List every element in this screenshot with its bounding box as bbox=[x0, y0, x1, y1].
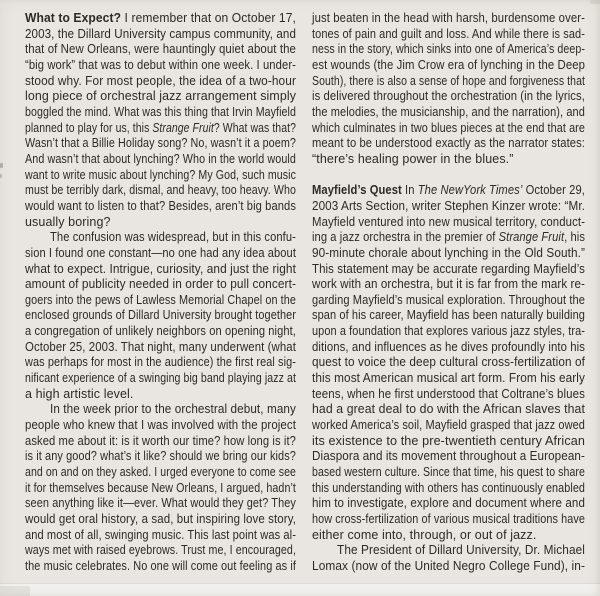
line-text bbox=[312, 215, 585, 231]
text-run: quest to voice the deep cultural cross-fertilization of bbox=[312, 355, 585, 370]
line-text bbox=[312, 230, 585, 246]
text-run: worked America’s soil, Mayfield grasped that jazz owed bbox=[312, 418, 585, 433]
text-run: October 29, bbox=[522, 183, 585, 198]
text-run: goers into the pews of Lawless Memorial Chapel on the bbox=[25, 292, 296, 307]
text-line bbox=[25, 496, 296, 512]
line-text bbox=[312, 58, 585, 74]
line-text bbox=[25, 481, 296, 497]
text-line bbox=[25, 324, 296, 340]
scan-artifact bbox=[0, 586, 30, 596]
line-text bbox=[25, 105, 296, 121]
text-line bbox=[312, 418, 585, 434]
text-run: work with an orchestra, but it is far from the mark re- bbox=[312, 277, 585, 292]
text-line bbox=[312, 136, 585, 152]
text-line bbox=[312, 89, 585, 105]
text-run: ways met with raised eyebrows. Trust me, I encouraged, bbox=[25, 543, 296, 558]
text-run: Diaspora and its movement throughout a European- bbox=[312, 449, 585, 464]
text-run: him to investigate, explore and document where and bbox=[312, 496, 585, 511]
text-run: just beaten in the head with harsh, burdensome over- bbox=[312, 11, 585, 25]
text-run: and on and on they asked. I urged everyone to come see bbox=[25, 465, 296, 480]
text-run: meant to be understood exactly as the narrator states: bbox=[312, 136, 585, 151]
line-text bbox=[312, 481, 585, 497]
text-run: Mayfield ventured into new musical territory, conduct- bbox=[312, 214, 585, 229]
text-line bbox=[25, 58, 296, 74]
line-text bbox=[25, 371, 296, 387]
line-text bbox=[312, 528, 536, 544]
text-line bbox=[25, 528, 296, 544]
text-run: based western culture. Since that time, his quest to share bbox=[312, 465, 585, 480]
text-line bbox=[25, 418, 296, 434]
text-run: and most of all, swinging music. This last point was al- bbox=[25, 527, 296, 542]
text-run: must be terribly dark, dismal, and heavy, too heavy. Who bbox=[25, 183, 296, 198]
text-line bbox=[25, 27, 296, 43]
blank-line bbox=[312, 168, 585, 184]
line-text bbox=[25, 11, 296, 27]
text-run: people who knew that I was involved with the project bbox=[25, 418, 296, 433]
text-run: 90-minute chorale about lynching in the Old South.” bbox=[312, 245, 585, 260]
line-text bbox=[25, 387, 134, 403]
text-run: teens, when he first understood that Coltrane’s blues bbox=[312, 386, 585, 401]
text-line bbox=[312, 465, 585, 481]
text-line bbox=[25, 11, 296, 27]
line-text bbox=[25, 543, 296, 559]
line-text bbox=[312, 74, 585, 90]
text-run: The confusion was widespread, but in this confu- bbox=[50, 230, 296, 245]
text-run: sion I found one constant—no one had any idea about bbox=[25, 245, 296, 260]
text-line bbox=[25, 434, 296, 450]
text-run: a congregation of unlikely neighbors on opening night, bbox=[25, 324, 296, 339]
line-text bbox=[312, 89, 585, 105]
text-line bbox=[312, 371, 585, 387]
text-run: this understanding with others has continuously enabled bbox=[312, 480, 585, 495]
text-line bbox=[312, 152, 585, 168]
text-run: ditions, and influences as he dives profoundly into his bbox=[312, 339, 585, 354]
line-text bbox=[312, 559, 585, 575]
text-line bbox=[25, 152, 296, 168]
line-text bbox=[25, 496, 296, 512]
line-text bbox=[312, 324, 585, 340]
line-text bbox=[312, 465, 585, 481]
line-text bbox=[25, 355, 296, 371]
text-run: its existence to the pre-twentieth century African bbox=[312, 433, 585, 448]
text-run: , his bbox=[564, 230, 585, 245]
line-text bbox=[25, 136, 296, 152]
line-text bbox=[25, 277, 296, 293]
text-line bbox=[312, 262, 585, 278]
text-line bbox=[312, 246, 585, 262]
line-text bbox=[312, 355, 585, 371]
text-run: long piece of orchestral jazz arrangement simply bbox=[25, 89, 296, 104]
scan-speck bbox=[0, 163, 3, 168]
left-column bbox=[25, 11, 296, 575]
scan-speck bbox=[0, 174, 2, 178]
line-text bbox=[312, 293, 585, 309]
text-run: The President of Dillard University, Dr. Michael bbox=[337, 543, 585, 558]
text-line bbox=[312, 277, 585, 293]
text-run: span of his career, Mayfield has been naturally building bbox=[312, 308, 585, 323]
text-line bbox=[25, 402, 296, 418]
line-text bbox=[25, 293, 296, 309]
line-text bbox=[312, 11, 585, 27]
line-text bbox=[312, 308, 585, 324]
line-text bbox=[312, 496, 585, 512]
text-run: which culminates in two blues pieces at the end that are bbox=[312, 120, 585, 135]
text-line bbox=[312, 559, 585, 575]
right-column bbox=[312, 11, 585, 575]
line-text bbox=[312, 199, 585, 215]
text-line bbox=[312, 434, 585, 450]
text-line bbox=[25, 42, 296, 58]
text-line bbox=[25, 168, 296, 184]
text-run: “big work” that was to debut within one week. I under- bbox=[25, 57, 296, 72]
line-text bbox=[312, 42, 585, 58]
text-run: either come into, through, or out of jazz. bbox=[312, 527, 537, 542]
text-line bbox=[25, 340, 296, 356]
line-text bbox=[337, 543, 585, 559]
text-run: usually boring? bbox=[25, 214, 111, 229]
text-run: was perhaps for most in the audience) the first real sig- bbox=[25, 355, 296, 370]
line-text bbox=[50, 402, 296, 418]
text-run: would get oral history, a sad, but inspiring love story, bbox=[25, 512, 296, 526]
line-text bbox=[25, 74, 296, 90]
italic-run: Strange Fruit bbox=[152, 120, 214, 135]
text-run: nificant experience of a swinging big band playing jazz at bbox=[25, 371, 296, 386]
text-run: want to write music about lynching? My God, such music bbox=[25, 167, 296, 182]
text-run: a high artistic level. bbox=[25, 386, 134, 401]
text-line bbox=[312, 183, 585, 199]
page-bottom-edge bbox=[0, 583, 600, 596]
italic-run: The NewYork Times’ bbox=[417, 183, 523, 198]
text-line bbox=[25, 246, 296, 262]
line-text bbox=[25, 308, 296, 324]
line-text bbox=[312, 136, 585, 152]
text-run: 2003 Arts Section, writer Stephen Kinzer wrote: “Mr. bbox=[312, 198, 585, 213]
text-line bbox=[25, 230, 296, 246]
scan-artifact bbox=[590, 0, 600, 4]
line-text bbox=[25, 512, 296, 528]
line-text bbox=[25, 528, 296, 544]
text-run: the melodies, the musicianship, and the narration), and bbox=[312, 104, 585, 119]
text-line bbox=[312, 105, 585, 121]
text-run: stood why. For most people, the idea of a two-hour bbox=[25, 73, 296, 88]
line-text bbox=[312, 434, 585, 450]
bold-run: Mayfield’s Quest bbox=[312, 183, 402, 198]
text-line bbox=[25, 481, 296, 497]
italic-run: Strange Fruit bbox=[498, 230, 565, 245]
text-line bbox=[25, 465, 296, 481]
text-line bbox=[25, 277, 296, 293]
line-text bbox=[312, 387, 585, 403]
text-line bbox=[312, 449, 585, 465]
text-run: This statement may be accurate regarding Mayfield’s bbox=[312, 261, 585, 276]
text-line bbox=[25, 136, 296, 152]
text-line bbox=[25, 355, 296, 371]
text-line bbox=[25, 215, 296, 231]
line-text bbox=[25, 27, 296, 43]
text-line bbox=[312, 324, 585, 340]
text-run: South), there is also a sense of hope and forgiveness that bbox=[312, 73, 585, 88]
line-text bbox=[25, 183, 296, 199]
text-line bbox=[312, 11, 585, 27]
line-text bbox=[25, 559, 296, 575]
text-run: planned to play for us, this bbox=[25, 120, 153, 135]
line-text bbox=[25, 262, 296, 278]
line-text bbox=[312, 277, 585, 293]
text-line bbox=[25, 543, 296, 559]
text-run: is it any good? what’s it like? should we bring our kids? bbox=[25, 449, 296, 464]
text-line bbox=[25, 559, 296, 575]
line-text bbox=[312, 340, 585, 356]
text-run: tones of pain and guilt and loss. And while there is sad- bbox=[312, 26, 585, 41]
text-line bbox=[312, 308, 585, 324]
text-line bbox=[25, 387, 296, 403]
line-text bbox=[25, 168, 296, 184]
text-line bbox=[312, 42, 585, 58]
text-run: enclosed grounds of Dillard University brought together bbox=[25, 308, 296, 323]
text-line bbox=[312, 58, 585, 74]
text-run: this most American musical art form. From his early bbox=[312, 371, 585, 386]
line-text bbox=[312, 105, 585, 121]
line-text bbox=[312, 449, 585, 465]
line-text bbox=[25, 42, 296, 58]
text-line bbox=[25, 293, 296, 309]
text-line bbox=[312, 512, 585, 528]
text-run: is delivered throughout the orchestration (in the lyrics, bbox=[312, 89, 585, 104]
line-text bbox=[312, 512, 585, 528]
line-text bbox=[312, 121, 585, 137]
text-run: In bbox=[401, 183, 418, 198]
text-line bbox=[312, 230, 585, 246]
text-line bbox=[312, 74, 585, 90]
text-line bbox=[25, 183, 296, 199]
text-run: “there’s healing power in the blues.” bbox=[312, 151, 514, 166]
line-text bbox=[312, 371, 585, 387]
line-text bbox=[312, 152, 514, 168]
text-run: boggled the mind. What was this thing that Irvin Mayfield bbox=[25, 104, 296, 119]
text-run: upon a foundation that explores various jazz styles, tra- bbox=[312, 324, 585, 339]
text-line bbox=[25, 308, 296, 324]
line-text bbox=[25, 465, 296, 481]
text-run: ing a jazz orchestra in the premier of bbox=[312, 230, 499, 245]
text-line bbox=[25, 449, 296, 465]
text-line bbox=[312, 121, 585, 137]
text-line bbox=[312, 543, 585, 559]
line-text bbox=[312, 262, 585, 278]
text-line bbox=[25, 371, 296, 387]
text-run: would want to listen to that? Besides, aren’t big bands bbox=[25, 198, 296, 213]
text-run: seen anything like it—ever. What would they get? They bbox=[25, 496, 296, 511]
line-text bbox=[25, 434, 296, 450]
text-line bbox=[312, 355, 585, 371]
line-text bbox=[25, 449, 296, 465]
line-text bbox=[25, 246, 296, 262]
text-run: garding Mayfield’s musical exploration. Throughout the bbox=[312, 292, 585, 307]
text-line bbox=[25, 89, 296, 105]
line-text bbox=[25, 340, 296, 356]
text-run: Wasn’t that a Billie Holiday song? No, wasn’t it a poem? bbox=[25, 136, 296, 151]
text-run: asked me about it: is it worth our time? how long is it? bbox=[25, 433, 296, 448]
text-run: that of New Orleans, were hauntingly quiet about the bbox=[25, 42, 296, 57]
line-text bbox=[25, 199, 296, 215]
text-line bbox=[312, 528, 585, 544]
text-run: ? What was that? bbox=[213, 120, 296, 135]
text-line bbox=[312, 340, 585, 356]
text-run: ness in the story, which sinks into one of America’s deep- bbox=[312, 42, 585, 57]
text-run: In the week prior to the orchestral debut, many bbox=[50, 402, 296, 417]
text-run: the music celebrates. No one will come out feeling as if bbox=[25, 558, 296, 573]
text-run: October 25, 2003. That night, many underwent (what bbox=[25, 339, 296, 354]
text-run: I remember that on October 17, bbox=[121, 11, 296, 25]
text-run: est wounds (the Jim Crow era of lynching in the Deep bbox=[312, 57, 585, 72]
text-line bbox=[312, 402, 585, 418]
line-text bbox=[50, 230, 296, 246]
line-text bbox=[25, 215, 111, 231]
text-line bbox=[312, 387, 585, 403]
text-run: it for themselves because New Orleans, I argued, hadn’t bbox=[25, 480, 296, 495]
line-text bbox=[312, 418, 585, 434]
line-text bbox=[312, 246, 585, 262]
line-text bbox=[25, 324, 296, 340]
text-line bbox=[25, 512, 296, 528]
text-run: And wasn’t that about lynching? Who in the world would bbox=[25, 151, 296, 166]
line-text bbox=[25, 152, 296, 168]
text-run: amount of publicity needed in order to pull concert- bbox=[25, 277, 296, 292]
line-text bbox=[25, 121, 296, 137]
text-line bbox=[312, 199, 585, 215]
line-text bbox=[25, 418, 296, 434]
text-line bbox=[312, 481, 585, 497]
text-line bbox=[25, 105, 296, 121]
text-line bbox=[25, 262, 296, 278]
text-line bbox=[312, 293, 585, 309]
text-run: what to expect. Intrigue, curiosity, and just the right bbox=[25, 261, 296, 276]
text-run: 2003, the Dillard University campus community, and bbox=[25, 26, 296, 41]
text-run: had a great deal to do with the African slaves that bbox=[312, 402, 585, 417]
text-line bbox=[25, 74, 296, 90]
line-text bbox=[312, 183, 585, 199]
text-line bbox=[312, 215, 585, 231]
text-run: Lomax (now of the United Negro College Fund), in- bbox=[312, 558, 585, 573]
line-text bbox=[312, 27, 585, 43]
line-text bbox=[25, 89, 296, 105]
text-run: how cross-fertilization of various musical traditions have bbox=[312, 512, 585, 526]
bold-run: What to Expect? bbox=[25, 11, 122, 25]
text-line bbox=[312, 27, 585, 43]
line-text bbox=[312, 402, 585, 418]
line-text bbox=[25, 58, 296, 74]
text-line bbox=[312, 496, 585, 512]
text-line bbox=[25, 199, 296, 215]
text-line bbox=[25, 121, 296, 137]
